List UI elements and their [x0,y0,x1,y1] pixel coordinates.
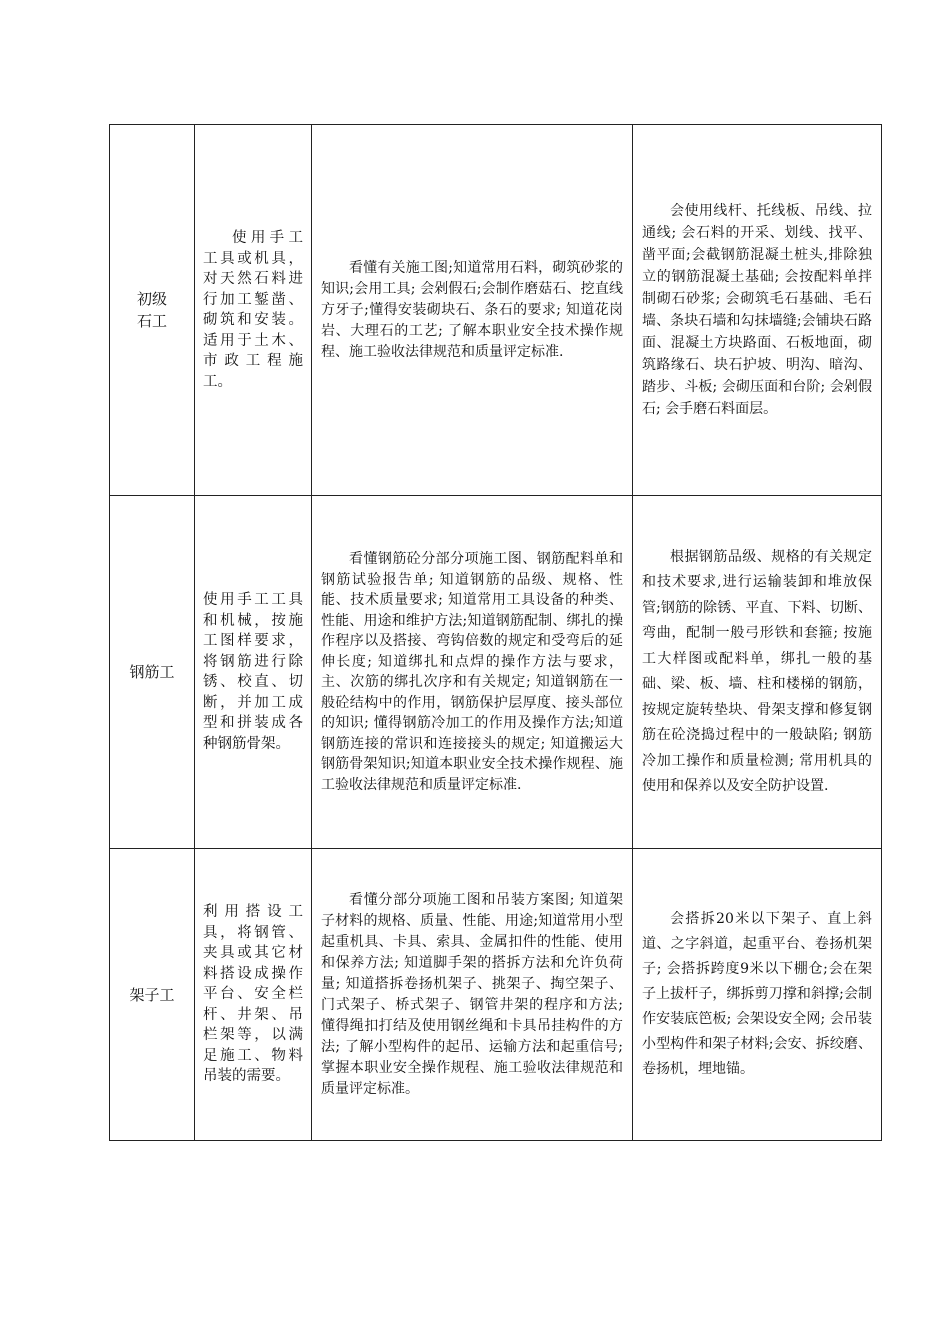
skills-text: 会搭拆20米以下架子、直上斜道、之字斜道，起重平台、卷扬机架子; 会搭拆跨度9米以下棚仓;会在架子上拔杆子，绑拆剪刀撑和斜撑;会制作安装底笆板; 会架设安全网; 会吊装小型构件和架子材料;会安、拆绞磨、卷扬机，埋地锚。 [642,911,872,1077]
duty-text: 使用手工工具或机具，对天然石料进行加工錾凿、砌筑和安装。适用于土木、市政工程施工。 [203,230,303,390]
occupation-name-line2: 石工 [136,312,167,330]
duty-cell [195,496,312,849]
skills-cell [633,849,882,1141]
knowledge-text: 看懂钢筋砼分部分项施工图、钢筋配料单和钢筋试验报告单; 知道钢筋的品级、规格、性能、技术质量要求; 知道常用工具设备的种类、性能、用途和维护方法;知道钢筋配制、绑扎的操作程序以及搭接、弯钩倍数的规定和受弯后的延伸长度; 知道绑扎和点焊的操作方法与要求，主、次筋的绑扎次序和有关规定; 知道钢筋在一般砼结构中的作用，钢筋保护层厚度、接头部位的知识; 懂得钢筋冷加工的作用及操作方法;知道钢筋连接的常识和连接接头的规定; 知道搬运大钢筋骨架知识;知道本职业安全技术操作规程、施工验收法律规范和质量评定标准. [321,551,623,793]
knowledge-cell [312,849,633,1141]
duty-text: 使用手工工具和机械，按施工图样要求，将钢筋进行除锈、校直、切断，并加工成型和拼装成各种钢筋骨架。 [203,592,303,752]
duty-text: 利用搭设工具，将钢管、夹具或其它材料搭设成操作平台、安全栏杆、井架、吊栏架等，以满足施工、物料吊装的需要。 [203,904,303,1085]
table-row [110,849,882,1141]
occupation-name-cell [110,849,195,1141]
knowledge-text: 看懂分部分项施工图和吊装方案图; 知道架子材料的规格、质量、性能、用途;知道常用小型起重机具、卡具、索具、金属扣件的性能、使用和保养方法; 知道脚手架的搭拆方法和允许负荷量; 知道搭拆卷扬机架子、挑架子、掏空架子、门式架子、桥式架子、钢管井架的程序和方法; 懂得绳扣打结及使用钢丝绳和卡具吊挂构件的方法; 了解小型构件的起吊、运输方法和起重信号; 掌握本职业安全操作规程、施工验收法律规范和质量评定标准。 [321,891,623,1097]
occupation-name-cell [110,125,195,496]
skills-text: 根据钢筋品级、规格的有关规定和技术要求,进行运输装卸和堆放保管;钢筋的除锈、平直、下料、切断、弯曲，配制一般弓形铁和套箍; 按施工大样图或配料单，绑扎一般的基础、梁、板、墙、柱和楼梯的钢筋，按规定旋转垫块、骨架支撑和修复钢筋在砼浇捣过程中的一般缺陷; 钢筋冷加工操作和质量检测; 常用机具的使用和保养以及安全防护设置. [642,548,872,794]
knowledge-cell [312,125,633,496]
occupation-name: 钢筋工 [129,663,175,681]
table-row [110,496,882,849]
occupation-name: 架子工 [129,985,175,1004]
skills-cell [633,125,882,496]
occupation-name-cell [110,496,195,849]
table-row [110,125,882,496]
knowledge-cell [312,496,633,849]
duty-cell [195,125,312,496]
duty-cell [195,849,312,1141]
skills-text: 会使用线杆、托线板、吊线、拉通线; 会石料的开采、划线、找平、凿平面;会截钢筋混凝土桩头,排除独立的钢筋混凝土基础; 会按配料单拌制砌石砂浆; 会砌筑毛石基础、毛石墙、条块石墙和勾抹墙缝;会铺块石路面、混凝土方块路面、石板地面，砌筑路缘石、块石护坡、明沟、暗沟、踏步、斗板; 会砌压面和台阶; 会剁假石; 会手磨石料面层。 [642,203,872,417]
occupation-name: 初级 [136,290,167,308]
skills-cell [633,496,882,849]
occupation-requirements-table [109,124,882,1141]
knowledge-text: 看懂有关施工图;知道常用石料，砌筑砂浆的知识;会用工具; 会剁假石;会制作磨菇石、挖直线方牙子;懂得安装砌块石、条石的要求; 知道花岗岩、大理石的工艺; 了解本职业安全技术操作规程、施工验收法律规范和质量评定标准. [321,259,623,360]
